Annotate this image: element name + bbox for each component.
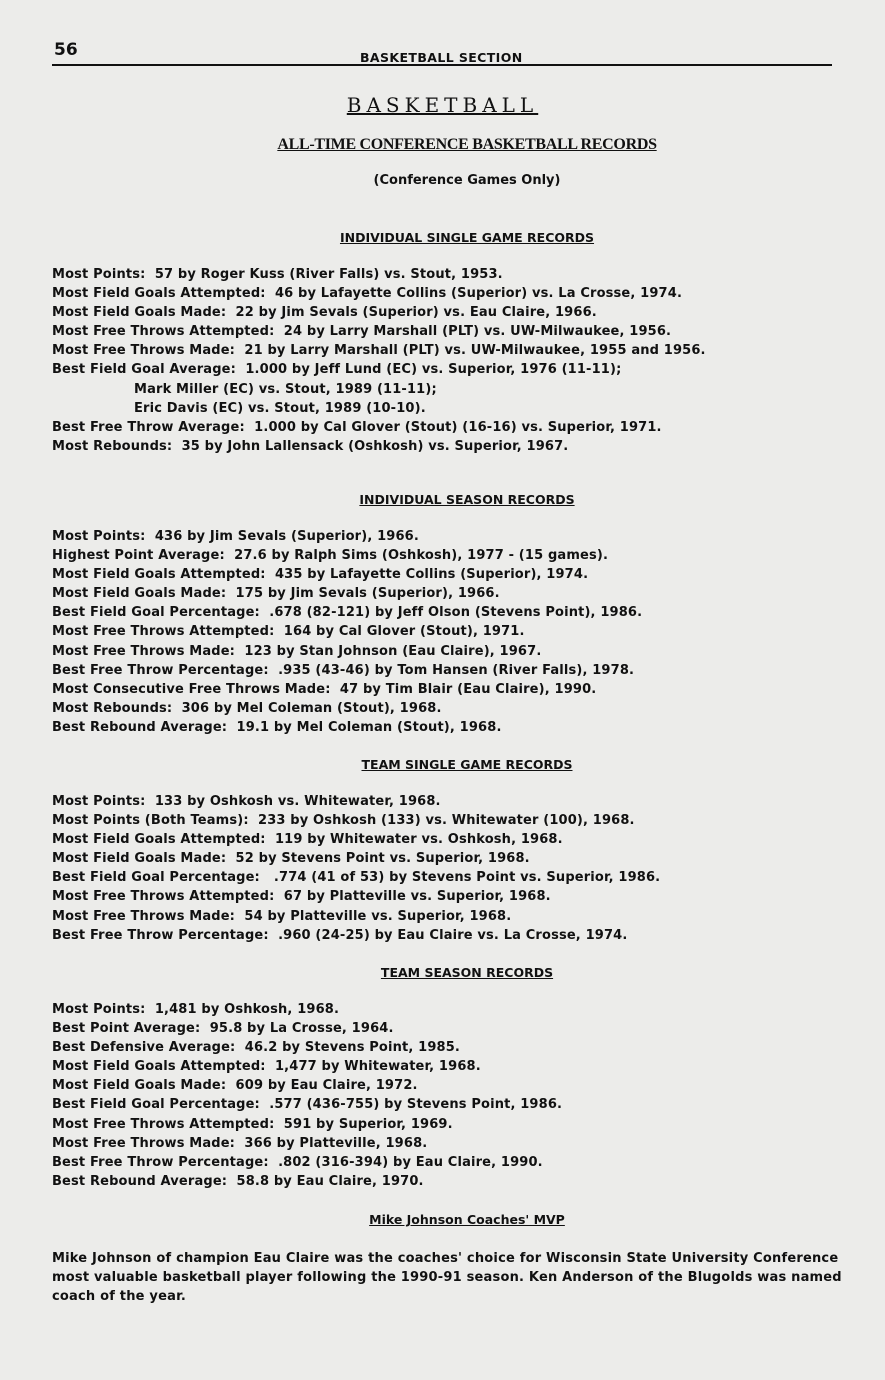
record-line: Best Defensive Average: 46.2 by Stevens Point, 1985. bbox=[52, 1040, 461, 1056]
record-line: Most Field Goals Attempted: 46 by Lafayette Collins (Superior) vs. La Crosse, 1974. bbox=[52, 286, 683, 302]
record-line: Best Rebound Average: 58.8 by Eau Claire, 1970. bbox=[52, 1173, 424, 1189]
record-line: Best Point Average: 95.8 by La Crosse, 1964. bbox=[52, 1021, 394, 1037]
record-line: Best Free Throw Average: 1.000 by Cal Glover (Stout) (16-16) vs. Superior, 1971. bbox=[52, 419, 662, 435]
record-line: Most Field Goals Attempted: 435 by Lafayette Collins (Superior), 1974. bbox=[52, 567, 589, 583]
record-line: Most Points: 57 by Roger Kuss (River Falls) vs. Stout, 1953. bbox=[52, 267, 503, 282]
page-subtitle: ALL-TIME CONFERENCE BASKETBALL RECORDS bbox=[277, 136, 657, 153]
record-line: Most Field Goals Made: 22 by Jim Sevals (Superior) vs. Eau Claire, 1966. bbox=[52, 305, 597, 321]
section-heading-individual-single-game: INDIVIDUAL SINGLE GAME RECORDS bbox=[339, 230, 595, 245]
record-line: Most Free Throws Made: 366 by Platteville, 1968. bbox=[52, 1135, 428, 1151]
page-number: 56 bbox=[54, 40, 78, 60]
record-line: Best Field Goal Percentage: .577 (436-755) by Stevens Point, 1986. bbox=[52, 1097, 563, 1113]
section-individual-single-game bbox=[52, 265, 852, 456]
section-heading-individual-season: INDIVIDUAL SEASON RECORDS bbox=[359, 492, 575, 507]
record-line: Most Free Throws Attempted: 24 by Larry Marshall (PLT) vs. UW-Milwaukee, 1956. bbox=[52, 324, 672, 340]
record-line: Best Free Throw Percentage: .960 (24-25) by Eau Claire vs. La Crosse, 1974. bbox=[52, 927, 628, 943]
record-line: Eric Davis (EC) vs. Stout, 1989 (10-10). bbox=[134, 400, 426, 416]
record-line: Highest Point Average: 27.6 by Ralph Sims (Oshkosh), 1977 - (15 games). bbox=[52, 548, 609, 564]
section-team-season bbox=[52, 1000, 852, 1191]
section-heading-team-season: TEAM SEASON RECORDS bbox=[380, 965, 554, 980]
record-line: Most Field Goals Made: 609 by Eau Claire, 1972. bbox=[52, 1078, 418, 1094]
record-line: Best Free Throw Percentage: .935 (43-46) by Tom Hansen (River Falls), 1978. bbox=[52, 662, 635, 678]
record-line: Most Free Throws Attempted: 591 by Superior, 1969. bbox=[52, 1116, 453, 1132]
record-line: Most Rebounds: 35 by John Lallensack (Oshkosh) vs. Superior, 1967. bbox=[52, 438, 569, 454]
running-head: BASKETBALL SECTION bbox=[360, 50, 523, 65]
record-line: Most Field Goals Made: 175 by Jim Sevals (Superior), 1966. bbox=[52, 586, 500, 602]
record-line: Most Points (Both Teams): 233 by Oshkosh (133) vs. Whitewater (100), 1968. bbox=[52, 813, 635, 829]
record-line: Most Points: 1,481 by Oshkosh, 1968. bbox=[52, 1002, 340, 1017]
record-line: Most Points: 133 by Oshkosh vs. Whitewater, 1968. bbox=[52, 794, 441, 809]
record-line: Most Points: 436 by Jim Sevals (Superior), 1966. bbox=[52, 529, 419, 544]
record-line: Best Rebound Average: 19.1 by Mel Coleman (Stout), 1968. bbox=[52, 719, 502, 735]
record-line: Best Field Goal Percentage: .774 (41 of 53) by Stevens Point vs. Superior, 1986. bbox=[52, 870, 661, 886]
record-line: Best Field Goal Percentage: .678 (82-121) by Jeff Olson (Stevens Point), 1986. bbox=[52, 605, 643, 621]
record-line: Most Free Throws Attempted: 67 by Platteville vs. Superior, 1968. bbox=[52, 889, 551, 905]
page-title: BASKETBALL bbox=[346, 93, 539, 117]
section-individual-season bbox=[52, 527, 852, 737]
record-line: Most Rebounds: 306 by Mel Coleman (Stout), 1968. bbox=[52, 700, 442, 716]
record-line: Most Field Goals Attempted: 1,477 by Whitewater, 1968. bbox=[52, 1059, 481, 1075]
record-line: Most Field Goals Attempted: 119 by Whitewater vs. Oshkosh, 1968. bbox=[52, 832, 563, 848]
section-team-single-game bbox=[52, 792, 852, 945]
header-rule bbox=[52, 64, 832, 66]
record-line: Mark Miller (EC) vs. Stout, 1989 (11-11); bbox=[134, 381, 437, 397]
section-heading-team-single-game: TEAM SINGLE GAME RECORDS bbox=[361, 757, 573, 772]
conference-note: (Conference Games Only) bbox=[373, 173, 561, 188]
mvp-heading: Mike Johnson Coaches' MVP bbox=[369, 1212, 565, 1227]
record-line: Most Field Goals Made: 52 by Stevens Point vs. Superior, 1968. bbox=[52, 851, 530, 867]
record-line: Best Field Goal Average: 1.000 by Jeff Lund (EC) vs. Superior, 1976 (11-11); bbox=[52, 362, 622, 378]
record-line: Best Free Throw Percentage: .802 (316-394) by Eau Claire, 1990. bbox=[52, 1154, 543, 1170]
record-line: Most Consecutive Free Throws Made: 47 by Tim Blair (Eau Claire), 1990. bbox=[52, 681, 597, 697]
mvp-paragraph: Mike Johnson of champion Eau Claire was the coaches' choice for Wisconsin State University Conference most valuable basketball player following the 1990-91 season. Ken Anderson of the Blugolds was named coach of the year. bbox=[52, 1251, 842, 1304]
record-line: Most Free Throws Made: 123 by Stan Johnson (Eau Claire), 1967. bbox=[52, 643, 542, 659]
record-line: Most Free Throws Attempted: 164 by Cal Glover (Stout), 1971. bbox=[52, 624, 525, 640]
record-line: Most Free Throws Made: 21 by Larry Marshall (PLT) vs. UW-Milwaukee, 1955 and 1956. bbox=[52, 343, 706, 359]
record-line: Most Free Throws Made: 54 by Platteville vs. Superior, 1968. bbox=[52, 908, 512, 924]
